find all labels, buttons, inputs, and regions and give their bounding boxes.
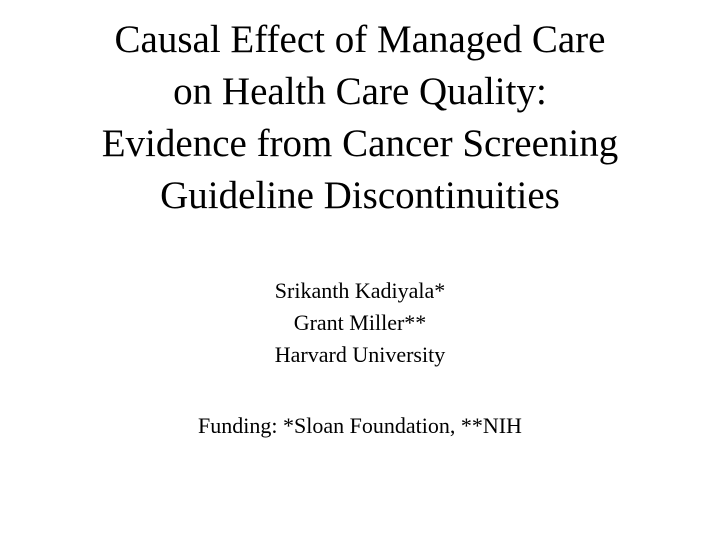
funding-note: Funding: *Sloan Foundation, **NIH [198,413,522,438]
slide-title [20,14,700,222]
title-line: Causal Effect of Managed Care [114,18,606,61]
author-block [60,275,660,371]
author-name: Srikanth Kadiyala* [274,278,446,303]
title-line: Guideline Discontinuities [160,174,560,217]
title-line: Evidence from Cancer Screening [101,122,619,165]
title-line: on Health Care Quality: [173,70,547,113]
author-name: Grant Miller** [293,310,427,335]
affiliation: Harvard University [274,342,446,367]
